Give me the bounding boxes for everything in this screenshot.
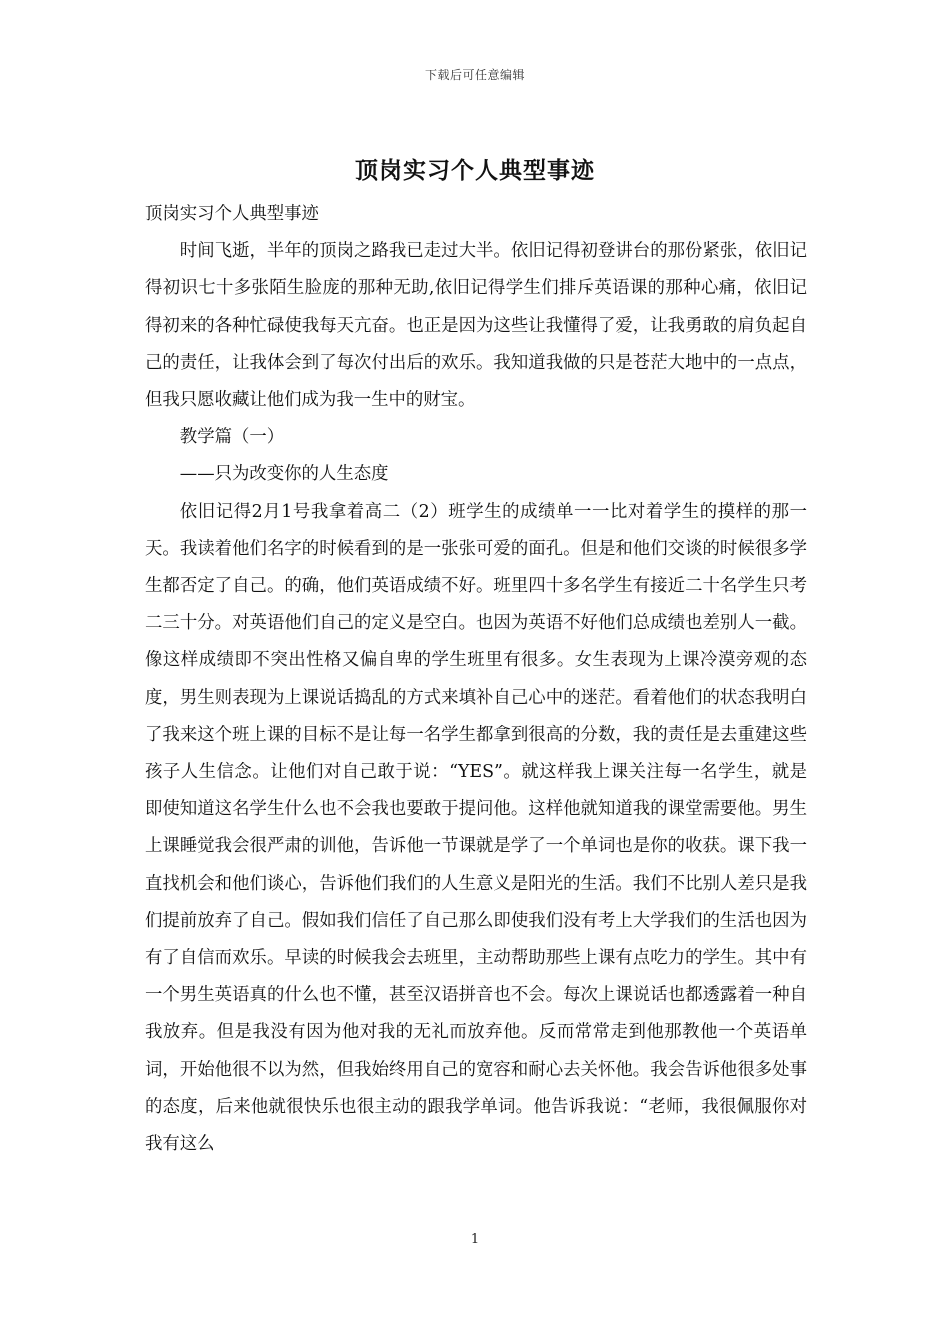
body-paragraph: 依旧记得2月1号我拿着高二（2）班学生的成绩单一一比对着学生的摸样的那一天。我读着他们名字的时候看到的是一张张可爱的面孔。但是和他们交谈的时候很多学生都否定了自己。的确，他们英语成绩不好。班里四十多名学生有接近二十名学生只考二三十分。对英语他们自己的定义是空白。也因为英语不好他们总成绩也差别人一截。像这样成绩即不突出性格又偏自卑的学生班里有很多。女生表现为上课冷漠旁观的态度，男生则表现为上课说话捣乱的方式来填补自己心中的迷茫。看着他们的状态我明白了我来这个班上课的目标不是让每一名学生都拿到很高的分数，我的责任是去重建这些孩子人生信念。让他们对自己敢于说：“YES”。就这样我上课关注每一名学生，就是即使知道这名学生什么也不会我也要敢于提问他。这样他就知道我的课堂需要他。男生上课睡觉我会很严肃的训他，告诉他一节课就是学了一个单词也是你的收获。课下我一直找机会和他们谈心，告诉他们我们的人生意义是阳光的生活。我们不比别人差只是我们提前放弃了自己。假如我们信任了自己那么即使我们没有考上大学我们的生活也因为有了自信而欢乐。早读的时候我会去班里，主动帮助那些上课有点吃力的学生。其中有一个男生英语真的什么也不懂，甚至汉语拼音也不会。每次上课说话也都透露着一种自我放弃。但是我没有因为他对我的无礼而放弃他。反而常常走到他那教他一个英语单词，开始他很不以为然，但我始终用自己的宽容和耐心去关怀他。我会告诉他很多处事的态度，后来他就很快乐也很主动的跟我学单词。他告诉我说：“老师，我很佩服你对我有这么	[145, 501, 807, 1155]
subtitle-paragraph: 顶岗实习个人典型事迹	[145, 204, 319, 224]
header-note: 下载后可任意编辑	[424, 68, 525, 82]
document-body	[145, 196, 807, 1163]
document-title: 顶岗实习个人典型事迹	[355, 157, 595, 184]
page-number: 1	[470, 1232, 480, 1247]
section-subheading: ——只为改变你的人生态度	[179, 464, 389, 485]
intro-paragraph: 时间飞逝，半年的顶岗之路我已走过大半。依旧记得初登讲台的那份紧张，依旧记得初识七十多张陌生脸庞的那种无助,依旧记得学生们排斥英语课的那种心痛，依旧记得初来的各种忙碌使我每天亢奋。也正是因为这些让我懂得了爱，让我勇敢的肩负起自己的责任，让我体会到了每次付出后的欢乐。我知道我做的只是苍茫大地中的一点点，但我只愿收藏让他们成为我一生中的财宝。	[145, 241, 807, 411]
section-heading: 教学篇（一）	[179, 427, 285, 448]
